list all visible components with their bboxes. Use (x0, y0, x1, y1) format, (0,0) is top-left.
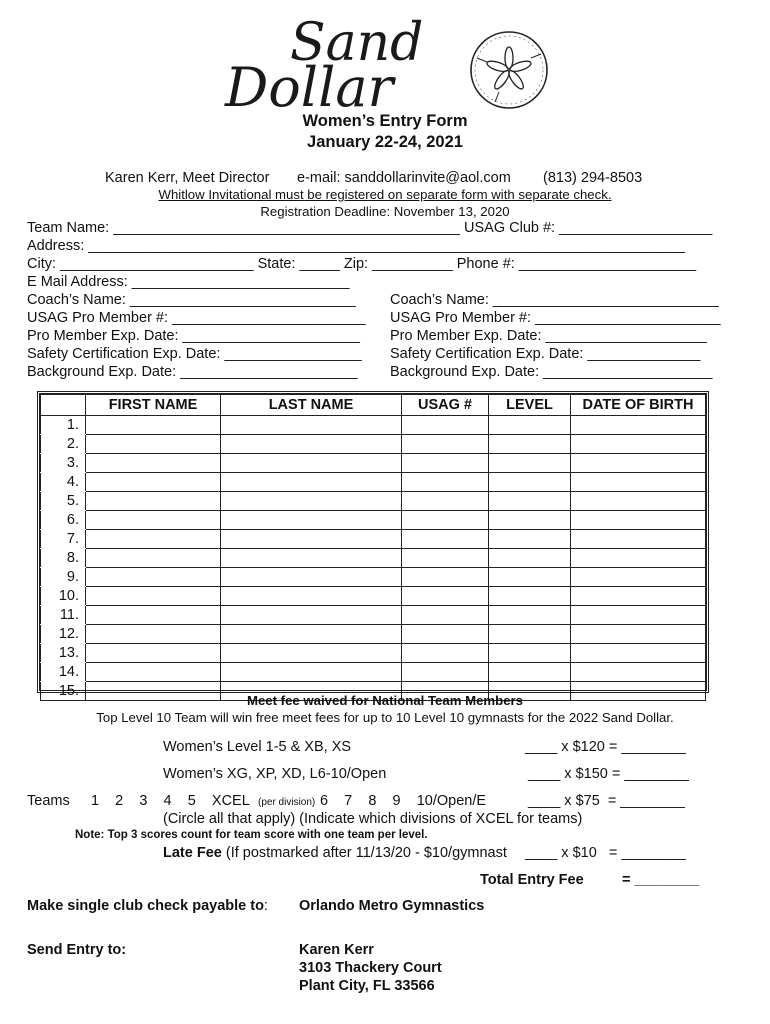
last-name-cell[interactable] (221, 473, 402, 492)
table-row (41, 568, 706, 587)
payable-label: Make single club check payable to (27, 898, 264, 914)
usag-number-cell[interactable] (402, 644, 489, 663)
date-of-birth-cell[interactable] (571, 435, 706, 454)
logo-word-dollar: Dollar (225, 56, 394, 118)
team-name-field[interactable]: Team Name: ___________________________________________ USAG Club #: ___________________ (27, 220, 713, 236)
city-state-zip-phone-field[interactable]: City: ________________________ State: _____ Zip: __________ Phone #: ______________________ (27, 256, 697, 272)
usag-number-cell[interactable] (402, 492, 489, 511)
row-number: 4. (41, 473, 86, 492)
send-city: Plant City, FL 33566 (299, 978, 435, 994)
row-number: 6. (41, 511, 86, 530)
level-cell[interactable] (489, 530, 571, 549)
send-name: Karen Kerr (299, 942, 374, 958)
first-name-cell[interactable] (86, 663, 221, 682)
sand-dollar-icon (471, 32, 547, 108)
national-team-waiver: Meet fee waived for National Team Members (246, 693, 524, 708)
usag-number-cell[interactable] (402, 454, 489, 473)
last-name-cell[interactable] (221, 587, 402, 606)
director-email: e-mail: sanddollarinvite@aol.com (297, 170, 511, 186)
date-of-birth-cell[interactable] (571, 416, 706, 435)
date-of-birth-cell[interactable] (571, 473, 706, 492)
teams-fee-calc[interactable]: ____ x $75 = ________ (528, 793, 685, 809)
last-name-cell[interactable] (221, 549, 402, 568)
table-row (41, 473, 706, 492)
last-name-cell[interactable] (221, 644, 402, 663)
usag-number-cell[interactable] (402, 473, 489, 492)
usag-number-cell[interactable] (402, 511, 489, 530)
form-title: Women’s Entry Form (302, 112, 468, 130)
level-cell[interactable] (489, 492, 571, 511)
last-name-cell[interactable] (221, 416, 402, 435)
coach1-background-exp-field[interactable]: Background Exp. Date: ______________________ (27, 364, 358, 380)
level1-fee-calc[interactable]: ____ x $120 = ________ (525, 739, 686, 755)
header-level: LEVEL (489, 395, 571, 416)
gymnast-entry-table (37, 391, 709, 699)
level-cell[interactable] (489, 454, 571, 473)
last-name-cell[interactable] (221, 625, 402, 644)
row-number: 9. (41, 568, 86, 587)
late-fee-calc[interactable]: ____ x $10 = ________ (525, 845, 686, 861)
meet-dates: January 22-24, 2021 (307, 133, 463, 151)
table-row (41, 606, 706, 625)
coach2-pro-member-field[interactable]: USAG Pro Member #: _______________________ (390, 310, 721, 326)
total-entry-fee-label: Total Entry Fee (480, 872, 584, 888)
coach2-pro-exp-field[interactable]: Pro Member Exp. Date: ____________________ (390, 328, 707, 344)
first-name-cell[interactable] (86, 606, 221, 625)
level-cell[interactable] (489, 644, 571, 663)
payable-line (27, 898, 268, 914)
level-cell[interactable] (489, 625, 571, 644)
table-row (41, 587, 706, 606)
row-number: 13. (41, 644, 86, 663)
date-of-birth-cell[interactable] (571, 454, 706, 473)
late-fee-label: Late Fee (163, 845, 222, 861)
first-name-cell[interactable] (86, 549, 221, 568)
usag-number-cell[interactable] (402, 530, 489, 549)
header-date-of-birth: DATE OF BIRTH (571, 395, 706, 416)
first-name-cell[interactable] (86, 530, 221, 549)
last-name-cell[interactable] (221, 511, 402, 530)
date-of-birth-cell[interactable] (571, 549, 706, 568)
usag-number-cell[interactable] (402, 549, 489, 568)
level-cell[interactable] (489, 549, 571, 568)
director-phone: (813) 294-8503 (543, 170, 643, 186)
table-row (41, 530, 706, 549)
date-of-birth-cell[interactable] (571, 492, 706, 511)
level-cell[interactable] (489, 416, 571, 435)
row-number: 11. (41, 606, 86, 625)
date-of-birth-cell[interactable] (571, 625, 706, 644)
table-row (41, 644, 706, 663)
coach2-safety-exp-field[interactable]: Safety Certification Exp. Date: ______________ (390, 346, 701, 362)
header-usag-number: USAG # (402, 395, 489, 416)
last-name-cell[interactable] (221, 606, 402, 625)
coach2-name-field[interactable]: Coach’s Name: ____________________________ (390, 292, 719, 308)
usag-number-cell[interactable] (402, 587, 489, 606)
row-number: 14. (41, 663, 86, 682)
last-name-cell[interactable] (221, 530, 402, 549)
table-row (41, 511, 706, 530)
level-cell[interactable] (489, 473, 571, 492)
sand-dollar-logo (215, 18, 555, 118)
row-number: 8. (41, 549, 86, 568)
top-level-note: Top Level 10 Team will win free meet fees for up to 10 Level 10 gymnasts for the 2022 Sand Dollar. (96, 710, 674, 725)
first-name-cell[interactable] (86, 416, 221, 435)
first-name-cell[interactable] (86, 473, 221, 492)
payable-to: Orlando Metro Gymnastics (299, 898, 485, 914)
date-of-birth-cell[interactable] (571, 644, 706, 663)
teams-label: Teams (27, 793, 70, 809)
header-number (41, 395, 86, 416)
table-row (41, 435, 706, 454)
usag-number-cell[interactable] (402, 435, 489, 454)
row-number: 15. (41, 682, 86, 701)
level-cell[interactable] (489, 435, 571, 454)
circle-instructions: (Circle all that apply) (Indicate which divisions of XCEL for teams) (163, 811, 583, 827)
send-street: 3103 Thackery Court (299, 960, 442, 976)
table-row (41, 663, 706, 682)
level1-fee-label: Women’s Level 1-5 & XB, XS (163, 739, 352, 755)
row-number: 10. (41, 587, 86, 606)
last-name-cell[interactable] (221, 454, 402, 473)
whitlow-note: Whitlow Invitational must be registered on separate form with separate check. (158, 187, 612, 202)
date-of-birth-cell[interactable] (571, 663, 706, 682)
level2-fee-label: Women’s XG, XP, XD, L6-10/Open (163, 766, 387, 782)
date-of-birth-cell[interactable] (571, 568, 706, 587)
meet-director: Karen Kerr, Meet Director (105, 170, 270, 186)
last-name-cell[interactable] (221, 492, 402, 511)
total-entry-fee-field[interactable]: = ________ (622, 872, 700, 888)
level2-fee-calc[interactable]: ____ x $150 = ________ (528, 766, 689, 782)
table-row (41, 549, 706, 568)
payable-colon: : (263, 898, 268, 914)
first-name-cell[interactable] (86, 454, 221, 473)
teams-divisions-1[interactable]: 1 2 3 4 5 XCEL (91, 793, 250, 809)
usag-number-cell[interactable] (402, 568, 489, 587)
level-cell[interactable] (489, 587, 571, 606)
usag-number-cell[interactable] (402, 606, 489, 625)
team-score-note: Note: Top 3 scores count for team score with one team per level. (75, 829, 428, 841)
table-row (41, 454, 706, 473)
row-number: 5. (41, 492, 86, 511)
late-fee-condition: (If postmarked after 11/13/20 - $10/gymnast (225, 845, 507, 861)
last-name-cell[interactable] (221, 568, 402, 587)
usag-number-cell[interactable] (402, 625, 489, 644)
coach2-background-exp-field[interactable]: Background Exp. Date: _____________________ (390, 364, 713, 380)
table-row (41, 492, 706, 511)
teams-divisions-2[interactable]: 6 7 8 9 10/Open/E (320, 793, 487, 809)
coach1-pro-member-field[interactable]: USAG Pro Member #: ________________________ (27, 310, 366, 326)
date-of-birth-cell[interactable] (571, 511, 706, 530)
coach1-name-field[interactable]: Coach’s Name: ____________________________ (27, 292, 356, 308)
first-name-cell[interactable] (86, 492, 221, 511)
email-address-field[interactable]: E Mail Address: ___________________________ (27, 274, 350, 290)
first-name-cell[interactable] (86, 587, 221, 606)
first-name-cell[interactable] (86, 644, 221, 663)
level-cell[interactable] (489, 511, 571, 530)
level-cell[interactable] (489, 568, 571, 587)
row-number: 12. (41, 625, 86, 644)
row-number: 7. (41, 530, 86, 549)
address-field[interactable]: Address: __________________________________________________________________________ (27, 238, 686, 254)
first-name-cell[interactable] (86, 511, 221, 530)
late-fee-line (163, 845, 507, 861)
table-row (41, 416, 706, 435)
coach1-safety-exp-field[interactable]: Safety Certification Exp. Date: _________________ (27, 346, 362, 362)
usag-number-cell[interactable] (402, 663, 489, 682)
level-cell[interactable] (489, 606, 571, 625)
table-row (41, 625, 706, 644)
coach1-pro-exp-field[interactable]: Pro Member Exp. Date: ______________________ (27, 328, 360, 344)
date-of-birth-cell[interactable] (571, 530, 706, 549)
date-of-birth-cell[interactable] (571, 606, 706, 625)
header-last-name: LAST NAME (221, 395, 402, 416)
header-first-name: FIRST NAME (86, 395, 221, 416)
last-name-cell[interactable] (221, 663, 402, 682)
row-number: 1. (41, 416, 86, 435)
teams-per-division: (per division) (258, 797, 316, 808)
date-of-birth-cell[interactable] (571, 587, 706, 606)
first-name-cell[interactable] (86, 568, 221, 587)
last-name-cell[interactable] (221, 435, 402, 454)
usag-number-cell[interactable] (402, 416, 489, 435)
table-header-row (41, 395, 706, 416)
logo-word-sand: Sand (290, 18, 424, 73)
first-name-cell[interactable] (86, 625, 221, 644)
first-name-cell[interactable] (86, 435, 221, 454)
row-number: 3. (41, 454, 86, 473)
send-entry-label: Send Entry to: (27, 942, 127, 958)
level-cell[interactable] (489, 663, 571, 682)
registration-deadline: Registration Deadline: November 13, 2020 (260, 204, 510, 219)
row-number: 2. (41, 435, 86, 454)
